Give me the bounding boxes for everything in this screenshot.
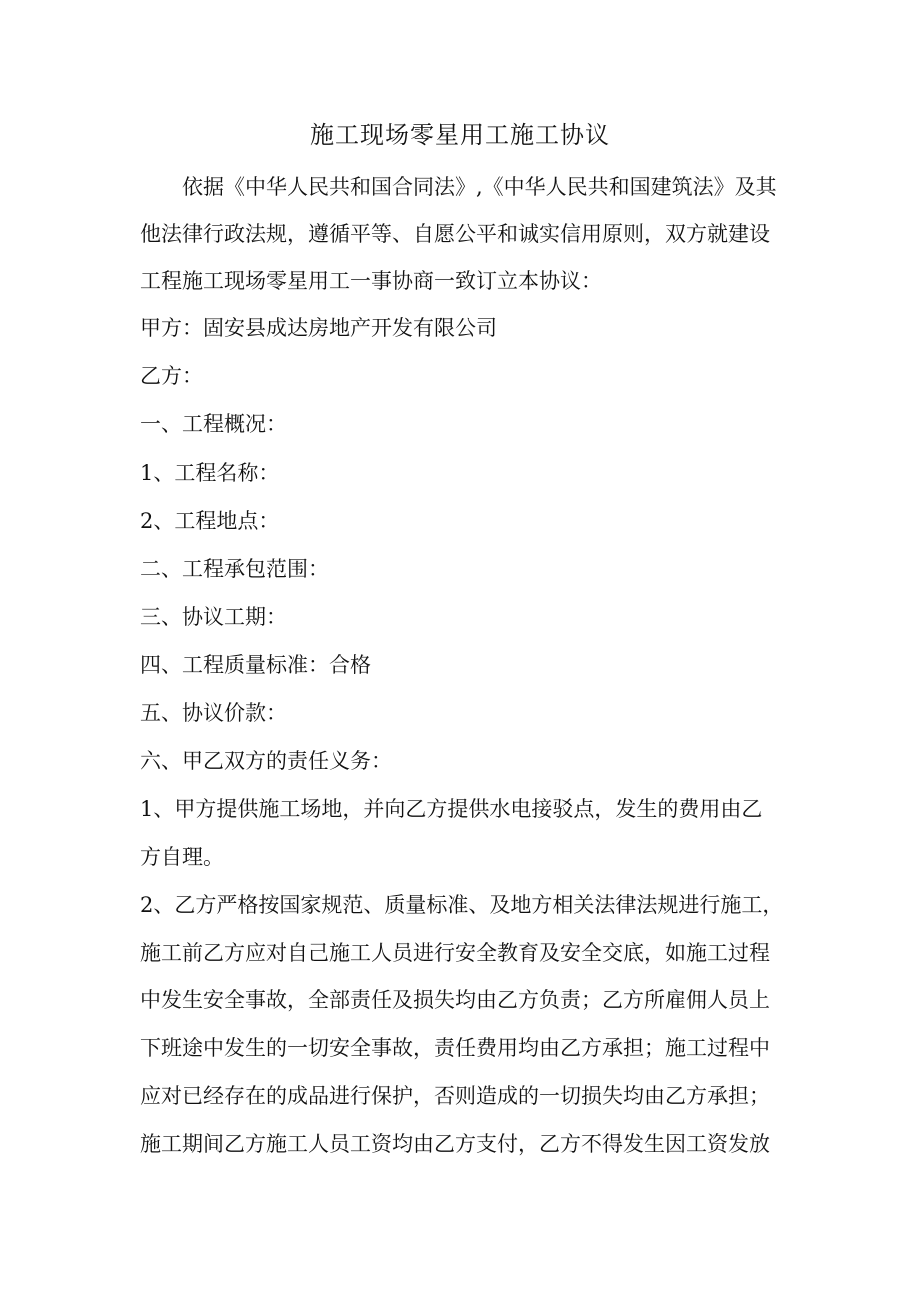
section-3-heading: 三、协议工期： <box>140 605 287 629</box>
section-4-heading: 四、工程质量标准：合格 <box>140 653 371 677</box>
duty-2-line-1: 2、乙方严格按国家规范、质量标准、及地方相关法律法规进行施工， <box>140 893 784 917</box>
party-a-line: 甲方：固安县成达房地产开发有限公司 <box>140 316 497 340</box>
duty-2-line-4: 下班途中发生的一切安全事故，责任费用均由乙方承担；施工过程中 <box>140 1036 770 1060</box>
duty-1-line-1: 1、甲方提供施工场地，并向乙方提供水电接驳点，发生的费用由乙 <box>140 797 763 821</box>
duty-1-line-2: 方自理。 <box>140 845 224 869</box>
project-location-line: 2、工程地点： <box>140 509 280 533</box>
duty-2-line-5: 应对已经存在的成品进行保护，否则造成的一切损失均由乙方承担； <box>140 1084 770 1108</box>
paragraph-intro-line-1: 依据《中华人民共和国合同法》,《中华人民共和国建筑法》及其 <box>182 175 777 199</box>
section-1-heading: 一、工程概况： <box>140 412 287 436</box>
project-name-line: 1、工程名称： <box>140 461 280 485</box>
section-2-heading: 二、工程承包范围： <box>140 557 329 581</box>
section-5-heading: 五、协议价款： <box>140 701 287 725</box>
section-6-heading: 六、甲乙双方的责任义务： <box>140 749 392 773</box>
paragraph-intro-line-2: 他法律行政法规，遵循平等、自愿公平和诚实信用原则，双方就建设 <box>140 222 770 246</box>
document-title: 施工现场零星用工施工协议 <box>310 121 610 149</box>
paragraph-intro-line-3: 工程施工现场零星用工一事协商一致订立本协议： <box>140 269 602 293</box>
duty-2-line-2: 施工前乙方应对自己施工人员进行安全教育及安全交底，如施工过程 <box>140 941 770 965</box>
duty-2-line-6: 施工期间乙方施工人员工资均由乙方支付，乙方不得发生因工资发放 <box>140 1132 770 1156</box>
party-b-line: 乙方： <box>140 364 203 388</box>
duty-2-line-3: 中发生安全事故，全部责任及损失均由乙方负责；乙方所雇佣人员上 <box>140 988 770 1012</box>
